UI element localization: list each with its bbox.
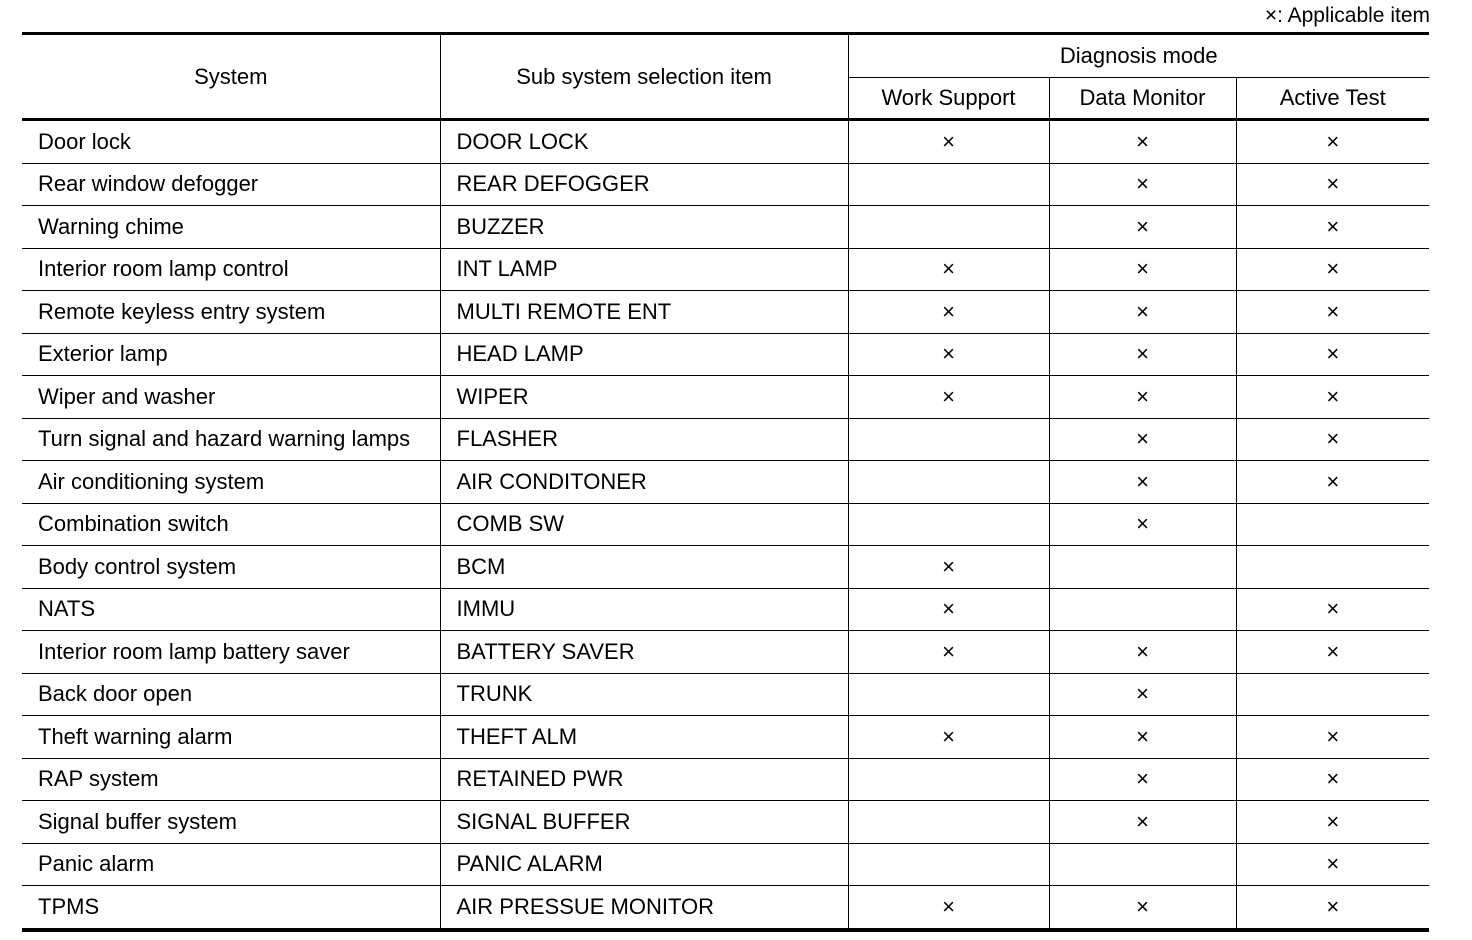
active-test-cell: × xyxy=(1236,716,1429,759)
work-support-cell xyxy=(848,418,1049,461)
table-row xyxy=(22,120,1429,164)
data-monitor-cell xyxy=(1049,546,1236,589)
sub-system-cell: MULTI REMOTE ENT xyxy=(440,291,848,334)
system-cell: Turn signal and hazard warning lamps xyxy=(22,418,440,461)
header-sub-system: Sub system selection item xyxy=(440,34,848,120)
table-row xyxy=(22,461,1429,504)
system-cell: Interior room lamp control xyxy=(22,248,440,291)
table-row xyxy=(22,333,1429,376)
table-row xyxy=(22,588,1429,631)
active-test-cell: × xyxy=(1236,588,1429,631)
sub-system-cell: WIPER xyxy=(440,376,848,419)
table-body xyxy=(22,120,1429,930)
sub-system-cell: DOOR LOCK xyxy=(440,120,848,164)
system-cell: Air conditioning system xyxy=(22,461,440,504)
work-support-cell: × xyxy=(848,716,1049,759)
table-row xyxy=(22,248,1429,291)
system-cell: Interior room lamp battery saver xyxy=(22,631,440,674)
system-cell: Combination switch xyxy=(22,503,440,546)
active-test-cell: × xyxy=(1236,843,1429,886)
data-monitor-cell: × xyxy=(1049,120,1236,164)
sub-system-cell: BCM xyxy=(440,546,848,589)
legend-note: ×: Applicable item xyxy=(1264,4,1430,27)
data-monitor-cell: × xyxy=(1049,163,1236,206)
active-test-cell xyxy=(1236,546,1429,589)
sub-system-cell: TRUNK xyxy=(440,673,848,716)
data-monitor-cell: × xyxy=(1049,206,1236,249)
diagnosis-table xyxy=(22,32,1429,932)
data-monitor-cell: × xyxy=(1049,418,1236,461)
work-support-cell: × xyxy=(848,631,1049,674)
system-cell: Warning chime xyxy=(22,206,440,249)
active-test-cell: × xyxy=(1236,376,1429,419)
sub-system-cell: BUZZER xyxy=(440,206,848,249)
active-test-cell: × xyxy=(1236,206,1429,249)
work-support-cell xyxy=(848,801,1049,844)
system-cell: Wiper and washer xyxy=(22,376,440,419)
data-monitor-cell: × xyxy=(1049,801,1236,844)
table-row xyxy=(22,631,1429,674)
system-cell: Back door open xyxy=(22,673,440,716)
active-test-cell: × xyxy=(1236,163,1429,206)
data-monitor-cell xyxy=(1049,843,1236,886)
system-cell: TPMS xyxy=(22,886,440,930)
data-monitor-cell: × xyxy=(1049,503,1236,546)
work-support-cell: × xyxy=(848,376,1049,419)
work-support-cell: × xyxy=(848,248,1049,291)
header-data-monitor: Data Monitor xyxy=(1049,78,1236,120)
sub-system-cell: RETAINED PWR xyxy=(440,758,848,801)
active-test-cell: × xyxy=(1236,461,1429,504)
sub-system-cell: COMB SW xyxy=(440,503,848,546)
data-monitor-cell: × xyxy=(1049,673,1236,716)
work-support-cell xyxy=(848,461,1049,504)
table-row xyxy=(22,206,1429,249)
active-test-cell: × xyxy=(1236,886,1429,930)
data-monitor-cell: × xyxy=(1049,716,1236,759)
work-support-cell: × xyxy=(848,546,1049,589)
table-row xyxy=(22,503,1429,546)
active-test-cell: × xyxy=(1236,418,1429,461)
active-test-cell xyxy=(1236,673,1429,716)
sub-system-cell: HEAD LAMP xyxy=(440,333,848,376)
work-support-cell xyxy=(848,503,1049,546)
data-monitor-cell: × xyxy=(1049,461,1236,504)
system-cell: Theft warning alarm xyxy=(22,716,440,759)
sub-system-cell: REAR DEFOGGER xyxy=(440,163,848,206)
header-system: System xyxy=(22,34,440,120)
work-support-cell xyxy=(848,843,1049,886)
data-monitor-cell: × xyxy=(1049,376,1236,419)
sub-system-cell: AIR CONDITONER xyxy=(440,461,848,504)
work-support-cell xyxy=(848,758,1049,801)
active-test-cell: × xyxy=(1236,801,1429,844)
work-support-cell: × xyxy=(848,588,1049,631)
sub-system-cell: SIGNAL BUFFER xyxy=(440,801,848,844)
header-row xyxy=(22,34,1429,78)
table-row xyxy=(22,843,1429,886)
system-cell: NATS xyxy=(22,588,440,631)
table-row xyxy=(22,418,1429,461)
active-test-cell xyxy=(1236,503,1429,546)
work-support-cell xyxy=(848,206,1049,249)
system-cell: RAP system xyxy=(22,758,440,801)
sub-system-cell: BATTERY SAVER xyxy=(440,631,848,674)
sub-system-cell: IMMU xyxy=(440,588,848,631)
work-support-cell: × xyxy=(848,333,1049,376)
active-test-cell: × xyxy=(1236,120,1429,164)
system-cell: Remote keyless entry system xyxy=(22,291,440,334)
table-row xyxy=(22,716,1429,759)
data-monitor-cell: × xyxy=(1049,291,1236,334)
sub-system-cell: AIR PRESSUE MONITOR xyxy=(440,886,848,930)
data-monitor-cell: × xyxy=(1049,758,1236,801)
work-support-cell: × xyxy=(848,886,1049,930)
sub-system-cell: INT LAMP xyxy=(440,248,848,291)
active-test-cell: × xyxy=(1236,333,1429,376)
system-cell: Body control system xyxy=(22,546,440,589)
header-diagnosis-mode: Diagnosis mode xyxy=(848,34,1429,78)
table-row xyxy=(22,758,1429,801)
header-active-test: Active Test xyxy=(1236,78,1429,120)
table-row xyxy=(22,291,1429,334)
active-test-cell: × xyxy=(1236,631,1429,674)
work-support-cell: × xyxy=(848,120,1049,164)
work-support-cell: × xyxy=(848,291,1049,334)
system-cell: Rear window defogger xyxy=(22,163,440,206)
active-test-cell: × xyxy=(1236,248,1429,291)
sub-system-cell: FLASHER xyxy=(440,418,848,461)
data-monitor-cell: × xyxy=(1049,886,1236,930)
sub-system-cell: PANIC ALARM xyxy=(440,843,848,886)
header-work-support: Work Support xyxy=(848,78,1049,120)
data-monitor-cell xyxy=(1049,588,1236,631)
system-cell: Panic alarm xyxy=(22,843,440,886)
work-support-cell xyxy=(848,163,1049,206)
system-cell: Exterior lamp xyxy=(22,333,440,376)
data-monitor-cell: × xyxy=(1049,631,1236,674)
sub-system-cell: THEFT ALM xyxy=(440,716,848,759)
active-test-cell: × xyxy=(1236,291,1429,334)
table-row xyxy=(22,673,1429,716)
system-cell: Door lock xyxy=(22,120,440,164)
table-row xyxy=(22,376,1429,419)
data-monitor-cell: × xyxy=(1049,248,1236,291)
table-row xyxy=(22,546,1429,589)
data-monitor-cell: × xyxy=(1049,333,1236,376)
table-row xyxy=(22,886,1429,930)
table-row xyxy=(22,163,1429,206)
table-row xyxy=(22,801,1429,844)
work-support-cell xyxy=(848,673,1049,716)
active-test-cell: × xyxy=(1236,758,1429,801)
system-cell: Signal buffer system xyxy=(22,801,440,844)
